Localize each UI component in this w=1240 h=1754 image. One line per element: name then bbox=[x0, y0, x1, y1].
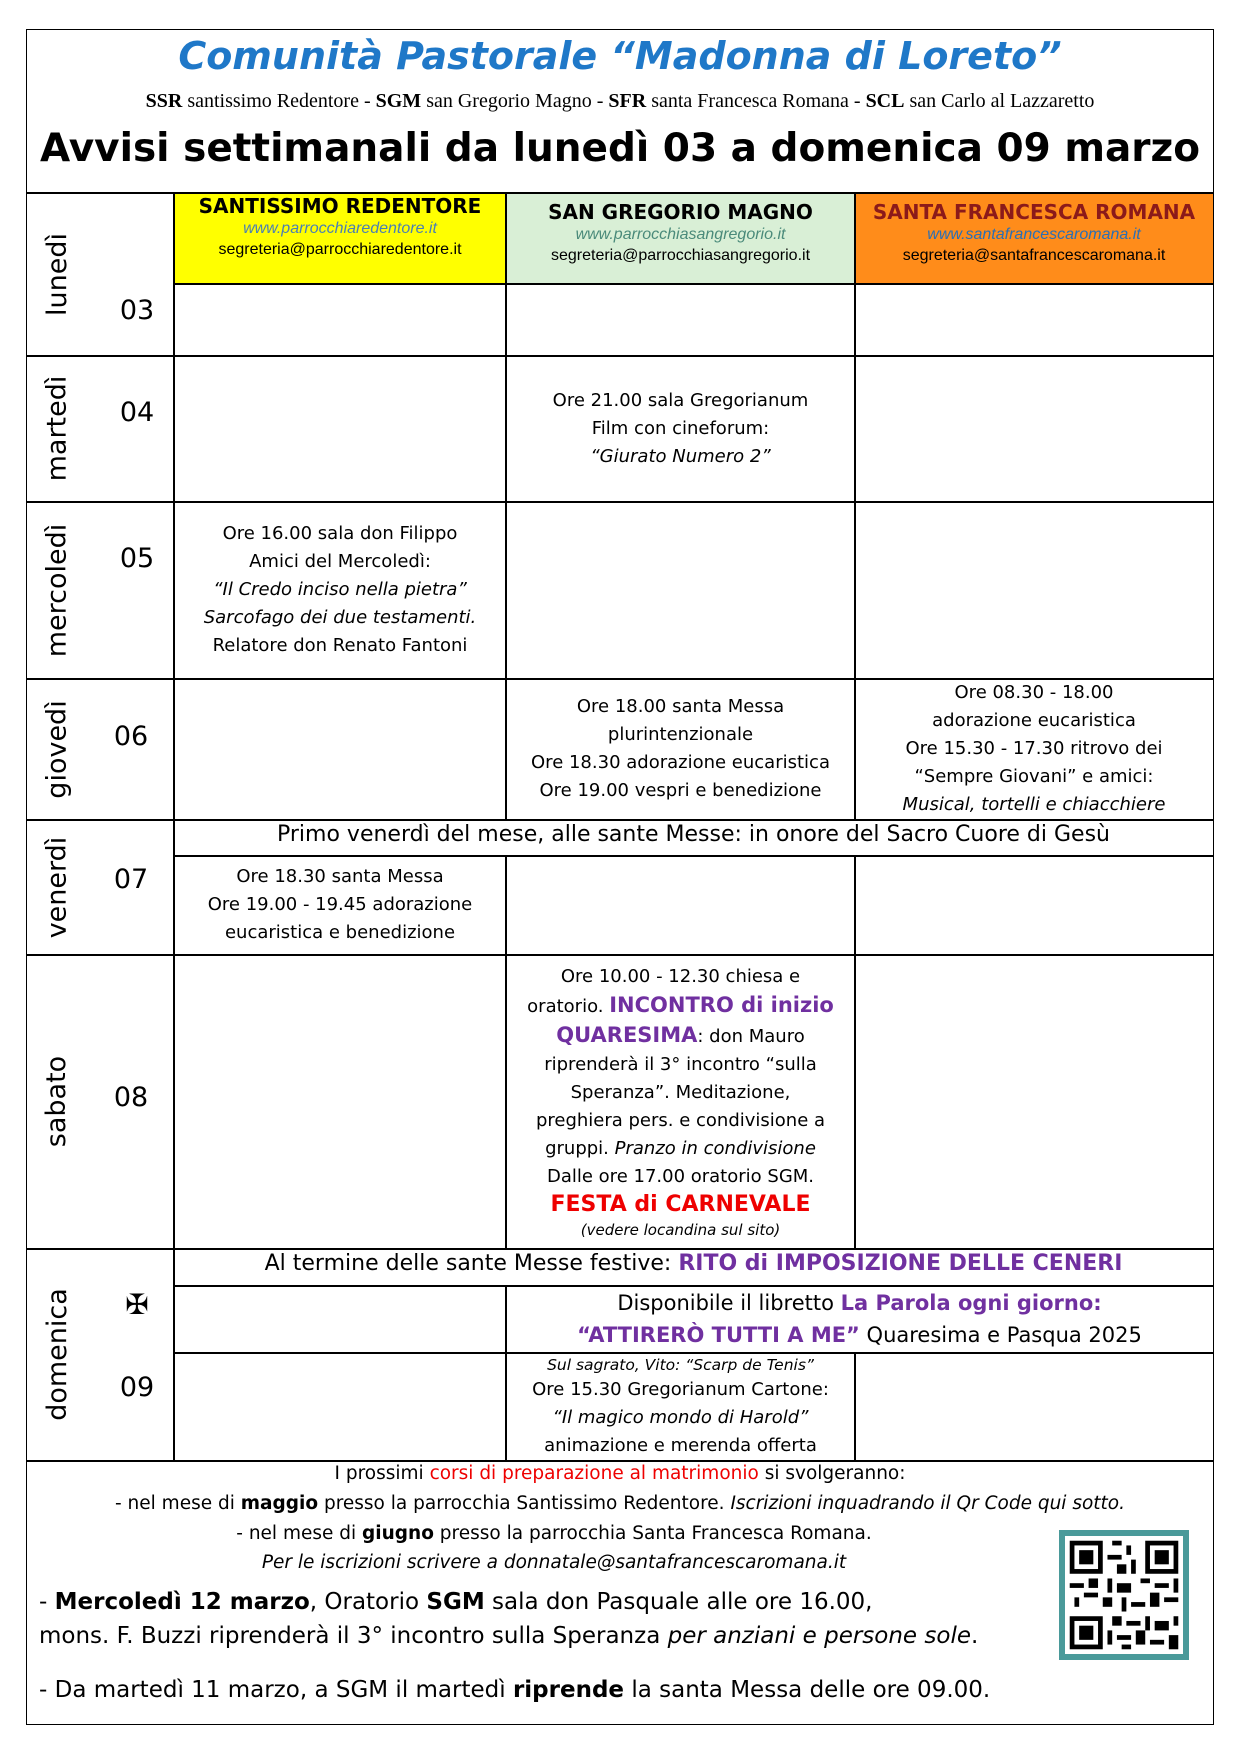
parish-name-sfr: SANTA FRANCESCA ROMANA bbox=[872, 200, 1196, 224]
text: oratorio. bbox=[527, 995, 610, 1017]
event-line: “Il Credo inciso nella pietra” bbox=[213, 579, 467, 600]
day-label-wednesday bbox=[27, 502, 87, 678]
marriage-course-contact[interactable]: Per le iscrizioni scrivere a donnatale@santafrancescaromana.it bbox=[261, 1552, 847, 1573]
text: gruppi. bbox=[545, 1137, 615, 1159]
sunday-banner bbox=[174, 1251, 1213, 1276]
notice-march-12 bbox=[39, 1589, 872, 1615]
day-label-sunday bbox=[27, 1249, 87, 1460]
qr-code[interactable] bbox=[1059, 1530, 1189, 1660]
day-name: giovedì bbox=[41, 699, 73, 799]
parish-email-sfr[interactable]: segreteria@santafrancescaromana.it bbox=[902, 246, 1166, 264]
text: , Oratorio bbox=[309, 1589, 427, 1615]
highlight-text: La Parola ogni giorno: bbox=[840, 1291, 1102, 1315]
name-scl: san Carlo al Lazzaretto bbox=[909, 90, 1095, 112]
event-saturday-sgm bbox=[506, 955, 855, 1248]
text: Iscrizioni inquadrando il Qr Code qui sotto. bbox=[730, 1493, 1125, 1514]
event-line: Sul sagrato, Vito: “Scarp de Tenis” bbox=[547, 1355, 814, 1374]
event-line: eucaristica e benedizione bbox=[224, 922, 456, 943]
day-name: lunedì bbox=[41, 232, 73, 316]
day-number-monday: 03 bbox=[119, 295, 155, 326]
week-heading: Avvisi settimanali da lunedì 03 a domenica 09 marzo bbox=[39, 126, 1201, 171]
parish-email-sgm[interactable]: segreteria@parrocchiasangregorio.it bbox=[550, 246, 811, 264]
text: presso la parrocchia Santa Francesca Romana. bbox=[433, 1523, 872, 1544]
text: Pranzo in condivisione bbox=[614, 1137, 816, 1159]
notice-march-11 bbox=[39, 1677, 990, 1703]
name-sgm: san Gregorio Magno bbox=[426, 90, 592, 112]
highlight-text: RITO di IMPOSIZIONE DELLE CENERI bbox=[678, 1251, 1123, 1276]
event-line bbox=[556, 1021, 804, 1051]
text: mons. F. Buzzi riprenderà il 3° incontro sulla Speranza bbox=[39, 1623, 668, 1649]
text: SGM bbox=[426, 1589, 485, 1615]
grid-line bbox=[27, 1248, 1213, 1250]
event-wednesday-ssr bbox=[174, 502, 506, 678]
grid-line bbox=[27, 819, 1213, 821]
event-line bbox=[577, 1319, 1142, 1351]
event-line: Ore 15.30 - 17.30 ritrovo dei bbox=[905, 738, 1163, 759]
event-line: Sarcofago dei due testamenti. bbox=[203, 607, 477, 628]
text: - bbox=[39, 1589, 55, 1615]
text: presso la parrocchia Santissimo Redentore. bbox=[318, 1493, 731, 1514]
day-number-sunday: 09 bbox=[119, 1372, 155, 1403]
day-label-tuesday bbox=[27, 356, 87, 501]
event-line: animazione e merenda offerta bbox=[544, 1434, 817, 1456]
event-line: Ore 08.30 - 18.00 bbox=[954, 682, 1114, 703]
text: Mercoledì 12 marzo bbox=[54, 1589, 310, 1615]
day-number-tuesday: 04 bbox=[119, 397, 155, 428]
text: sala don Pasquale alle ore 16.00, bbox=[484, 1589, 873, 1615]
highlight-text: QUARESIMA bbox=[556, 1022, 698, 1047]
event-line: Ore 15.30 Gregorianum Cartone: bbox=[532, 1378, 829, 1400]
event-line: “Sempre Giovani” e amici: bbox=[914, 766, 1154, 787]
text: Disponibile il libretto bbox=[617, 1291, 841, 1315]
text: riprende bbox=[512, 1677, 625, 1703]
event-line bbox=[545, 1135, 816, 1163]
notice-sheet bbox=[26, 29, 1214, 1725]
event-line: preghiera pers. e condivisione a bbox=[535, 1109, 826, 1131]
text: - Da martedì 11 marzo, a SGM il martedì bbox=[39, 1677, 513, 1703]
code-scl: SCL bbox=[865, 90, 905, 112]
event-thursday-sgm bbox=[506, 679, 855, 819]
parish-header-sgm bbox=[506, 193, 855, 283]
text: per anziani e persone sole bbox=[667, 1623, 971, 1649]
text: : don Mauro bbox=[697, 1025, 805, 1047]
day-name: mercoledì bbox=[41, 523, 73, 657]
day-number-saturday: 08 bbox=[113, 1082, 149, 1113]
carnival-title: FESTA di CARNEVALE bbox=[550, 1191, 811, 1217]
event-line: adorazione eucaristica bbox=[932, 710, 1136, 731]
day-name: martedì bbox=[41, 375, 73, 482]
event-line: Dalle ore 17.00 oratorio SGM. bbox=[546, 1165, 815, 1187]
text: - nel mese di bbox=[236, 1523, 363, 1544]
sunday-libretto bbox=[506, 1286, 1213, 1352]
event-friday-ssr bbox=[174, 856, 506, 954]
event-line: Speranza”. Meditazione, bbox=[570, 1081, 791, 1103]
text: la santa Messa delle ore 09.00. bbox=[624, 1677, 991, 1703]
marriage-course-may bbox=[27, 1493, 1213, 1514]
event-line: Ore 10.00 - 12.30 chiesa e bbox=[560, 965, 801, 987]
event-line: Ore 18.30 santa Messa bbox=[236, 866, 444, 887]
marriage-course-intro bbox=[27, 1463, 1213, 1484]
text: maggio bbox=[240, 1493, 319, 1514]
event-line: Ore 19.00 vespri e benedizione bbox=[539, 780, 822, 801]
notice-march-12-speaker bbox=[39, 1623, 978, 1649]
event-sunday-sgm bbox=[506, 1353, 855, 1460]
event-line: “Giurato Numero 2” bbox=[590, 445, 771, 467]
event-line bbox=[617, 1287, 1101, 1319]
parish-header-sfr bbox=[855, 193, 1213, 283]
event-line: (vedere locandina sul sito) bbox=[580, 1220, 781, 1239]
parish-header-ssr bbox=[174, 193, 506, 283]
event-line: Film con cineforum: bbox=[591, 417, 770, 439]
text: si svolgeranno: bbox=[758, 1463, 906, 1484]
grid-line bbox=[27, 192, 1213, 194]
text: - nel mese di bbox=[115, 1493, 241, 1514]
parish-web-sfr[interactable]: www.santafrancescaromana.it bbox=[927, 226, 1141, 243]
event-line: Amici del Mercoledì: bbox=[249, 551, 431, 572]
event-line: riprenderà il 3° incontro “sulla bbox=[544, 1053, 817, 1075]
event-line: Relatore don Renato Fantoni bbox=[212, 635, 468, 656]
code-ssr: SSR bbox=[145, 90, 183, 112]
day-name: sabato bbox=[41, 1055, 73, 1148]
text: giugno bbox=[362, 1523, 434, 1544]
text: Al termine delle sante Messe festive: bbox=[264, 1251, 679, 1276]
day-number-thursday: 06 bbox=[113, 721, 149, 752]
code-sgm: SGM bbox=[375, 90, 422, 112]
event-thursday-sfr bbox=[855, 679, 1213, 819]
day-label-monday bbox=[27, 193, 87, 355]
text: Quaresima e Pasqua 2025 bbox=[859, 1323, 1142, 1347]
event-line: “Il magico mondo di Harold” bbox=[552, 1406, 809, 1428]
parish-web-ssr[interactable]: www.parrocchiaredentore.it bbox=[243, 220, 437, 237]
day-label-thursday bbox=[27, 679, 87, 819]
highlight-text: INCONTRO di inizio bbox=[609, 992, 834, 1017]
event-line: Ore 19.00 - 19.45 adorazione bbox=[207, 894, 473, 915]
friday-banner: Primo venerdì del mese, alle sante Messe: in onore del Sacro Cuore di Gesù bbox=[277, 822, 1110, 847]
parish-name-sgm: SAN GREGORIO MAGNO bbox=[548, 200, 813, 224]
parish-name-ssr: SANTISSIMO REDENTORE bbox=[198, 194, 482, 218]
day-name: venerdì bbox=[41, 836, 73, 938]
grid-line bbox=[27, 1460, 1213, 1462]
highlight-text: “ATTIRERÒ TUTTI A ME” bbox=[577, 1323, 860, 1347]
event-line: plurintenzionale bbox=[607, 724, 754, 745]
highlight-text: corsi di preparazione al matrimonio bbox=[429, 1463, 759, 1484]
name-ssr: santissimo Redentore bbox=[187, 90, 359, 112]
grid-line bbox=[174, 283, 1213, 285]
qr-code-icon bbox=[1065, 1536, 1183, 1654]
day-label-saturday bbox=[27, 955, 87, 1248]
parish-codes-line: SSR santissimo Redentore - SGM san Gregorio Magno - SFR santa Francesca Romana - SCL san Carlo al Lazzaretto bbox=[145, 90, 1095, 112]
code-sfr: SFR bbox=[608, 90, 647, 112]
day-label-friday bbox=[27, 820, 87, 954]
event-line: Ore 18.00 santa Messa bbox=[576, 696, 785, 717]
event-tuesday-sgm bbox=[506, 356, 855, 501]
event-line: Ore 16.00 sala don Filippo bbox=[222, 523, 458, 544]
day-number-wednesday: 05 bbox=[119, 543, 155, 574]
day-name: domenica bbox=[41, 1288, 73, 1421]
name-sfr: santa Francesca Romana bbox=[651, 90, 849, 112]
parish-web-sgm[interactable]: www.parrocchiasangregorio.it bbox=[575, 226, 786, 243]
day-number-friday: 07 bbox=[113, 864, 149, 895]
parish-email-ssr[interactable]: segreteria@parrocchiaredentore.it bbox=[218, 240, 462, 258]
text: I prossimi bbox=[334, 1463, 430, 1484]
page-title: Comunità Pastorale “Madonna di Loreto” bbox=[178, 34, 1062, 78]
cross-pattee-icon: ✠ bbox=[125, 1288, 149, 1321]
marriage-course-june bbox=[0, 1523, 1147, 1544]
text: . bbox=[971, 1623, 979, 1649]
event-line: Ore 21.00 sala Gregorianum bbox=[552, 389, 809, 411]
event-line bbox=[527, 991, 834, 1021]
event-line: Ore 18.30 adorazione eucaristica bbox=[531, 752, 830, 773]
event-line: Musical, tortelli e chiacchiere bbox=[902, 794, 1166, 815]
